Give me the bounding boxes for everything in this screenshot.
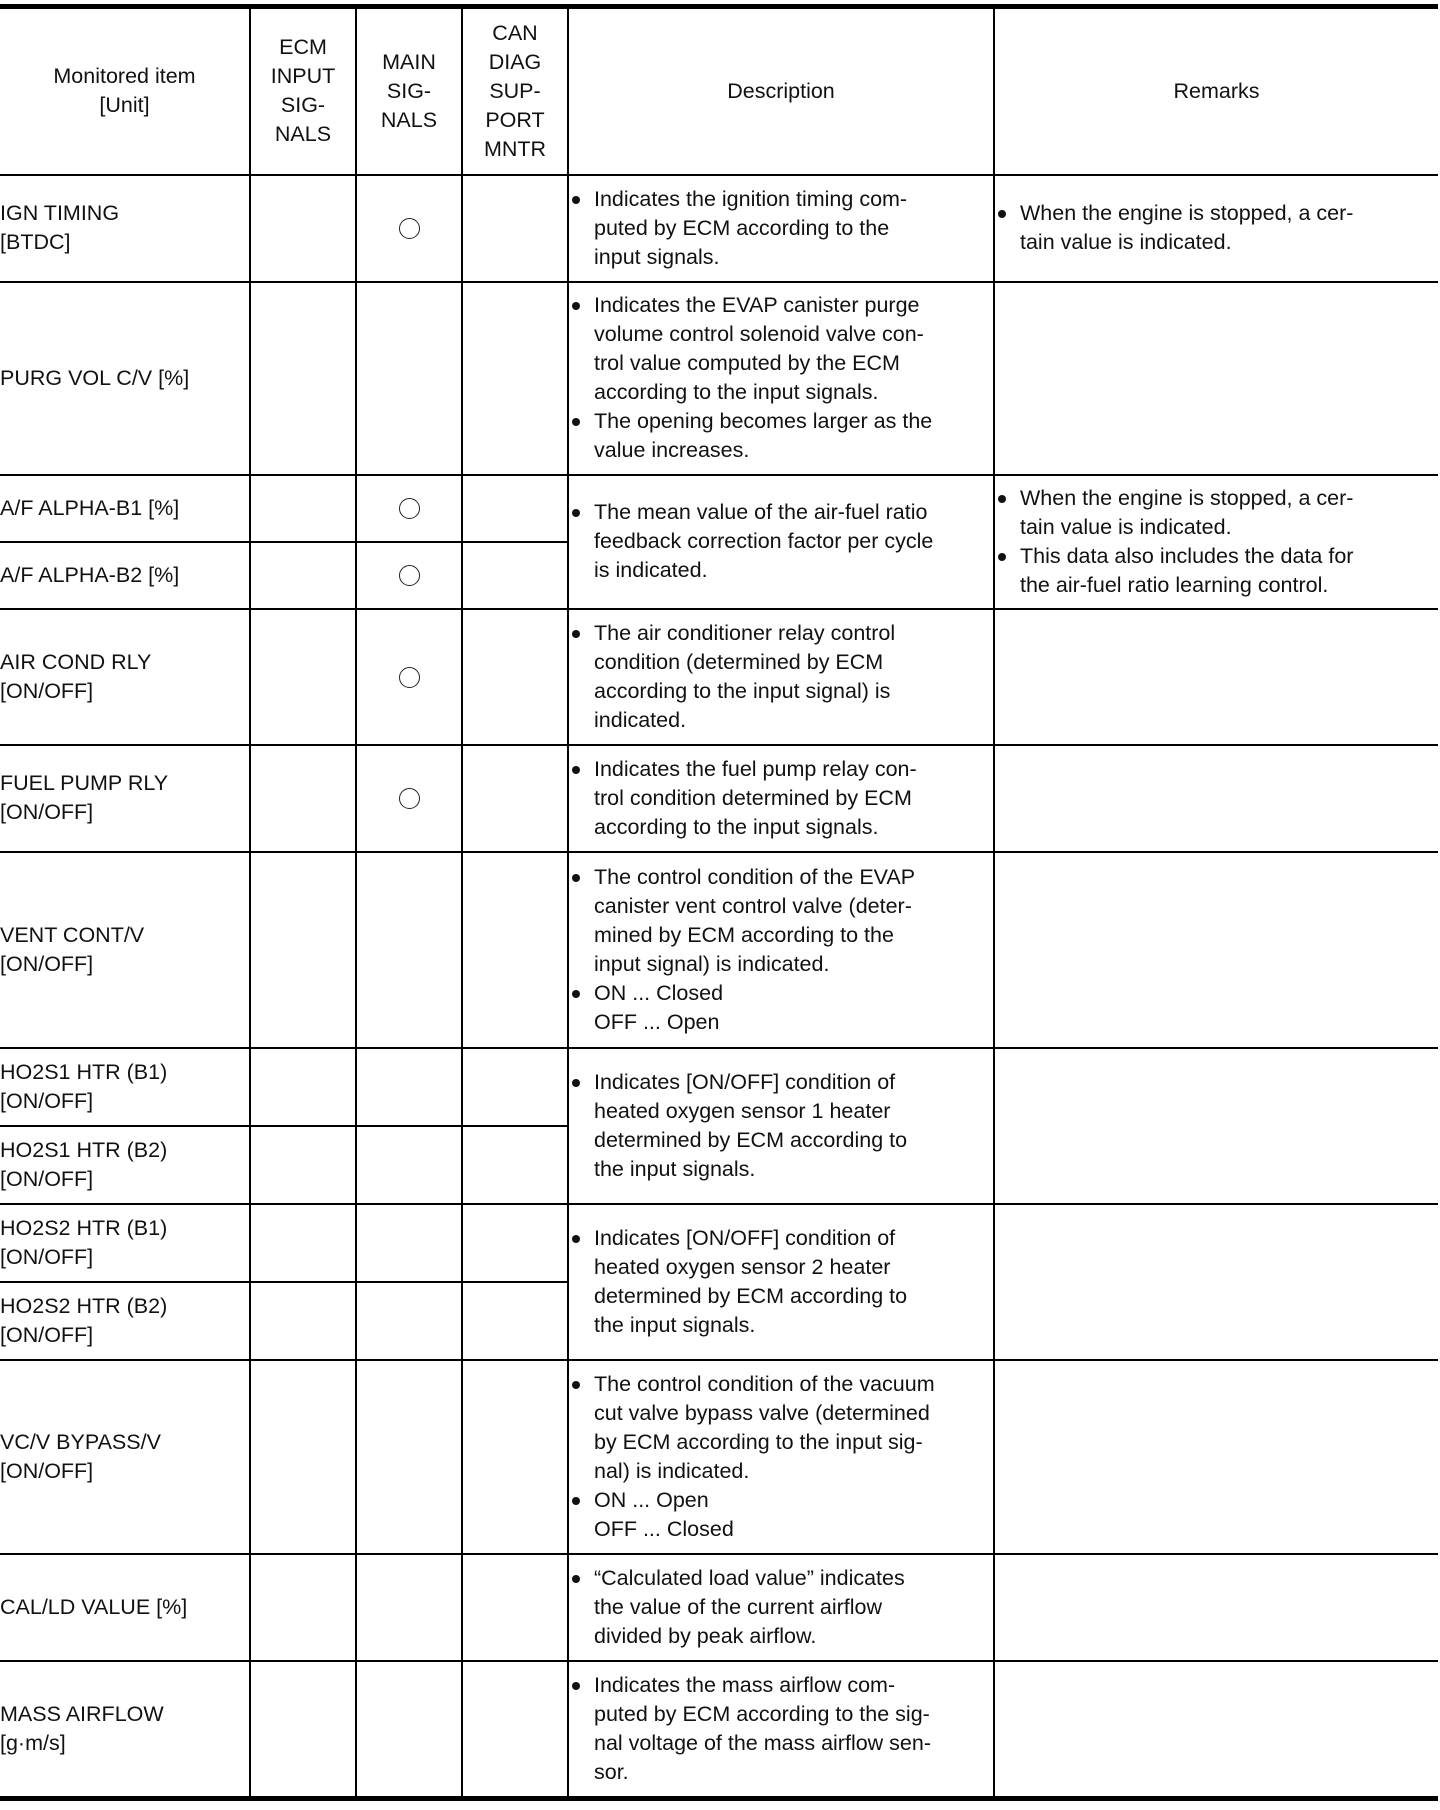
ecm-input-signals-cell xyxy=(250,282,356,475)
ecm-input-signals-cell xyxy=(250,475,356,542)
remarks-cell xyxy=(994,1661,1438,1799)
remarks-cell xyxy=(994,1554,1438,1661)
ecm-input-signals-cell xyxy=(250,1554,356,1661)
description-cell xyxy=(568,745,994,852)
can-diag-support-cell xyxy=(462,852,568,1048)
remarks-bullet: This data also includes the data for the air-fuel ratio learning control. xyxy=(995,542,1438,600)
remarks-cell xyxy=(994,1204,1438,1360)
circle-mark-icon xyxy=(399,498,420,519)
monitored-item-cell: FUEL PUMP RLY [ON/OFF] xyxy=(0,745,250,852)
monitored-item-cell: AIR COND RLY [ON/OFF] xyxy=(0,609,250,745)
description-cell xyxy=(568,175,994,282)
main-signals-cell xyxy=(356,1282,462,1360)
remarks-cell xyxy=(994,475,1438,609)
ecm-input-signals-cell xyxy=(250,1282,356,1360)
ecm-input-signals-cell xyxy=(250,1360,356,1554)
description-bullet: The mean value of the air-fuel ratio feedback correction factor per cycle is indicated. xyxy=(569,498,993,585)
ecm-input-signals-cell xyxy=(250,175,356,282)
table-row xyxy=(0,1360,1438,1554)
can-diag-support-cell xyxy=(462,175,568,282)
header-remarks: Remarks xyxy=(994,7,1438,175)
table-row xyxy=(0,475,1438,542)
description-cell xyxy=(568,282,994,475)
main-signals-cell xyxy=(356,542,462,609)
main-signals-cell xyxy=(356,475,462,542)
circle-mark-icon xyxy=(399,565,420,586)
description-cell xyxy=(568,1661,994,1799)
can-diag-support-cell xyxy=(462,1282,568,1360)
description-bullet: The control condition of the EVAP canister vent control valve (deter- mined by ECM according to the input signal) is indicated. xyxy=(569,863,993,979)
monitored-item-cell: HO2S1 HTR (B2) [ON/OFF] xyxy=(0,1126,250,1204)
ecm-input-signals-cell xyxy=(250,542,356,609)
table-row xyxy=(0,1204,1438,1282)
main-signals-cell xyxy=(356,1661,462,1799)
main-signals-cell xyxy=(356,1554,462,1661)
ecm-input-signals-cell xyxy=(250,852,356,1048)
table-body xyxy=(0,175,1438,1799)
description-cell xyxy=(568,852,994,1048)
can-diag-support-cell xyxy=(462,745,568,852)
table-row xyxy=(0,175,1438,282)
table-row xyxy=(0,1661,1438,1799)
description-bullet: ON ... Open OFF ... Closed xyxy=(569,1486,993,1544)
description-cell xyxy=(568,1360,994,1554)
ecm-input-signals-cell xyxy=(250,1126,356,1204)
description-cell xyxy=(568,1554,994,1661)
monitored-item-cell: A/F ALPHA-B2 [%] xyxy=(0,542,250,609)
remarks-bullet: When the engine is stopped, a cer- tain value is indicated. xyxy=(995,484,1438,542)
ecm-input-signals-cell xyxy=(250,1204,356,1282)
table-row xyxy=(0,745,1438,852)
table-row xyxy=(0,1554,1438,1661)
ecm-input-signals-cell xyxy=(250,1661,356,1799)
main-signals-cell xyxy=(356,1048,462,1126)
main-signals-cell xyxy=(356,609,462,745)
description-cell xyxy=(568,1048,994,1204)
header-ecm-input-signals: ECM INPUT SIG- NALS xyxy=(250,7,356,175)
ecm-input-signals-cell xyxy=(250,745,356,852)
table-row xyxy=(0,609,1438,745)
main-signals-cell xyxy=(356,1126,462,1204)
description-cell xyxy=(568,475,994,609)
remarks-cell xyxy=(994,175,1438,282)
monitored-item-cell: HO2S1 HTR (B1) [ON/OFF] xyxy=(0,1048,250,1126)
main-signals-cell xyxy=(356,282,462,475)
monitored-item-cell: HO2S2 HTR (B2) [ON/OFF] xyxy=(0,1282,250,1360)
circle-mark-icon xyxy=(399,218,420,239)
main-signals-cell xyxy=(356,852,462,1048)
description-bullet: Indicates [ON/OFF] condition of heated oxygen sensor 1 heater determined by ECM according to the input signals. xyxy=(569,1068,993,1184)
can-diag-support-cell xyxy=(462,1126,568,1204)
header-main-signals: MAIN SIG- NALS xyxy=(356,7,462,175)
monitored-item-cell: A/F ALPHA-B1 [%] xyxy=(0,475,250,542)
can-diag-support-cell xyxy=(462,1048,568,1126)
description-bullet: ON ... Closed OFF ... Open xyxy=(569,979,993,1037)
description-bullet: The control condition of the vacuum cut valve bypass valve (determined by ECM according to the input sig- nal) is indicated. xyxy=(569,1370,993,1486)
can-diag-support-cell xyxy=(462,1554,568,1661)
can-diag-support-cell xyxy=(462,1360,568,1554)
monitored-item-cell: VC/V BYPASS/V [ON/OFF] xyxy=(0,1360,250,1554)
header-description: Description xyxy=(568,7,994,175)
remarks-cell xyxy=(994,282,1438,475)
remarks-bullet: When the engine is stopped, a cer- tain value is indicated. xyxy=(995,199,1438,257)
description-cell xyxy=(568,1204,994,1360)
remarks-cell xyxy=(994,852,1438,1048)
monitored-item-cell: MASS AIRFLOW [g·m/s] xyxy=(0,1661,250,1799)
description-bullet: Indicates the mass airflow com- puted by ECM according to the sig- nal voltage of the mass airflow sen- sor. xyxy=(569,1671,993,1787)
table-row xyxy=(0,282,1438,475)
can-diag-support-cell xyxy=(462,609,568,745)
ecm-input-signals-cell xyxy=(250,609,356,745)
description-bullet: Indicates the fuel pump relay con- trol condition determined by ECM according to the input signals. xyxy=(569,755,993,842)
description-cell xyxy=(568,609,994,745)
header-can-diag-support-mntr: CAN DIAG SUP- PORT MNTR xyxy=(462,7,568,175)
description-bullet: “Calculated load value” indicates the value of the current airflow divided by peak airflow. xyxy=(569,1564,993,1651)
monitored-item-cell: VENT CONT/V [ON/OFF] xyxy=(0,852,250,1048)
monitored-item-cell: HO2S2 HTR (B1) [ON/OFF] xyxy=(0,1204,250,1282)
monitored-item-cell: CAL/LD VALUE [%] xyxy=(0,1554,250,1661)
remarks-cell xyxy=(994,1360,1438,1554)
description-bullet: Indicates the ignition timing com- puted by ECM according to the input signals. xyxy=(569,185,993,272)
description-bullet: Indicates [ON/OFF] condition of heated oxygen sensor 2 heater determined by ECM according to the input signals. xyxy=(569,1224,993,1340)
can-diag-support-cell xyxy=(462,1661,568,1799)
monitored-item-cell: PURG VOL C/V [%] xyxy=(0,282,250,475)
header-monitored-item: Monitored item [Unit] xyxy=(0,7,250,175)
description-bullet: The air conditioner relay control condition (determined by ECM according to the input signal) is indicated. xyxy=(569,619,993,735)
table-row xyxy=(0,852,1438,1048)
remarks-cell xyxy=(994,609,1438,745)
monitored-items-table xyxy=(0,4,1438,1801)
table-row xyxy=(0,1048,1438,1126)
header-row xyxy=(0,7,1438,175)
can-diag-support-cell xyxy=(462,542,568,609)
can-diag-support-cell xyxy=(462,1204,568,1282)
ecm-input-signals-cell xyxy=(250,1048,356,1126)
can-diag-support-cell xyxy=(462,475,568,542)
can-diag-support-cell xyxy=(462,282,568,475)
circle-mark-icon xyxy=(399,667,420,688)
main-signals-cell xyxy=(356,1360,462,1554)
monitored-item-cell: IGN TIMING [BTDC] xyxy=(0,175,250,282)
remarks-cell xyxy=(994,745,1438,852)
circle-mark-icon xyxy=(399,788,420,809)
main-signals-cell xyxy=(356,1204,462,1282)
description-bullet: The opening becomes larger as the value increases. xyxy=(569,407,993,465)
main-signals-cell xyxy=(356,175,462,282)
main-signals-cell xyxy=(356,745,462,852)
description-bullet: Indicates the EVAP canister purge volume control solenoid valve con- trol value computed by the ECM according to the input signals. xyxy=(569,291,993,407)
remarks-cell xyxy=(994,1048,1438,1204)
